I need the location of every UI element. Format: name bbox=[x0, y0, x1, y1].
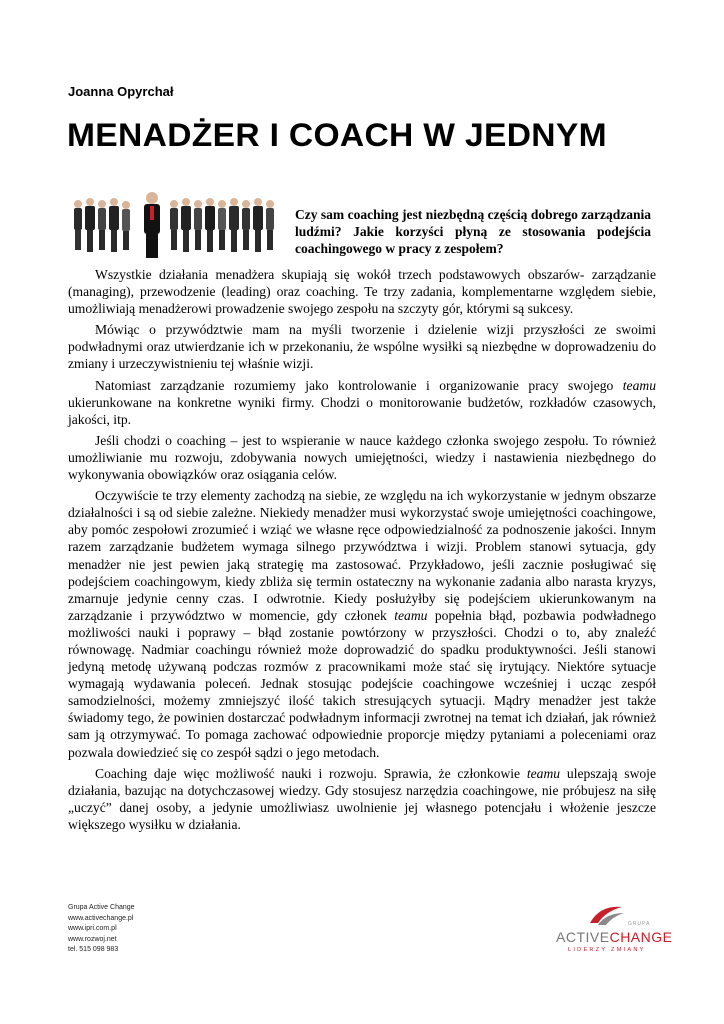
footer-link[interactable]: www.rozwoj.net bbox=[68, 935, 117, 943]
author-name: Joanna Opyrchał bbox=[68, 84, 174, 99]
paragraph: Mówiąc o przywództwie mam na myśli tworzenie i dzielenie wizji przyszłości ze swoimi podwładnymi oraz utwierdzanie ich w przekonaniu, że wspólne wysiłki są niezbędne w doprowadzeniu do zmiany i urzeczywistnieniu tej właśnie wizji. bbox=[68, 322, 656, 372]
person-figure bbox=[229, 198, 239, 252]
paragraph: Wszystkie działania menadżera skupiają się wokół trzech podstawowych obszarów- zarządzanie (managing), przewodzenie (leading) oraz coaching. Te trzy zadania, komplementarne względem siebie, umożliwiają menadżerowi prowadzenie swojego zespołu na szczyty gór, którymi są sukcesy. bbox=[68, 267, 656, 317]
logo-group-label: GRUPA bbox=[628, 921, 651, 927]
footer-phone: tel. 515 098 983 bbox=[68, 946, 119, 953]
footer-link[interactable]: www.ipri.com.pl bbox=[68, 925, 117, 932]
footer-link[interactable]: www.activechange.pl bbox=[68, 914, 134, 922]
swoosh-icon bbox=[586, 903, 626, 927]
person-figure bbox=[242, 200, 250, 250]
person-figure bbox=[85, 198, 95, 252]
logo-tagline: LIDERZY ZMIANY bbox=[568, 947, 646, 953]
emphasis-term: teamu bbox=[394, 607, 428, 623]
person-figure bbox=[122, 201, 130, 250]
footer-contact bbox=[68, 903, 135, 956]
person-figure bbox=[74, 200, 82, 250]
emphasis-term: teamu bbox=[526, 765, 561, 781]
person-figure bbox=[218, 200, 226, 250]
active-change-logo bbox=[556, 903, 673, 963]
logo-wordmark: ACTIVECHANGE bbox=[556, 929, 673, 945]
person-figure bbox=[253, 198, 263, 252]
footer-company: Grupa Active Change bbox=[68, 904, 135, 911]
paragraph: Natomiast zarządzanie rozumiemy jako kontrolowanie i organizowanie pracy swojego teamu ukierunkowane na konkretne wyniki firmy. Chodzi o monitorowanie budżetów, rozkładów czasowych, jakości, itp. bbox=[68, 377, 656, 427]
emphasis-term: teamu bbox=[622, 377, 656, 393]
paragraph: Oczywiście te trzy elementy zachodzą na siebie, ze względu na ich wykorzystanie w jednym obszarze działalności i są od siebie zależne. Niekiedy menadżer musi wykorzystać swoje umiejętności coachingowe, aby pomóc zespołowi zrozumieć i wziąć we własne ręce odpowiedzialność za podnoszenie jakości. Innym razem zarządzanie budżetem wymaga silnego przywództwa i wizji. Problem stanowi sytuacja, gdy menadżer nie jest pewien jaką strategię ma zastosować. Przykładowo, jeśli zacznie posługiwać się podejściem coachingowym, kiedy zbliża się termin ostateczny na wykonanie zadania albo narasta kryzys, zmarnuje jedynie cenny czas. I odwrotnie. Kiedy posłużyłby się podejściem ukierunkowanym na zarządzanie i przywództwo w momencie, gdy członek teamu popełnia błąd, pozbawia podwładnego możliwości nauki i poprawy – błąd zostanie powtórzony w przyszłości. Chodzi o to, aby znaleźć równowagę. Nadmiar coachingu również może doprowadzić do spadku produktywności. Jeśli stanowi jedyną metodę używaną podczas rozmów z pracownikami może stać się irytujący. Niektóre sytuacje wymagają wydawania poleceń. Jednak stosując podejście coachingowe wcześniej i ucząc zespół samodzielności, możemy zmniejszyć ilość takich stresujących sytuacji. Mądry menadżer jest także świadomy tego, że powinien dostarczać podwładnym informacji zwrotnej na temat ich działań, jak również sam ją otrzymywać. To pomaga zachować odpowiednie proporcje między pytaniami a poleceniami oraz pozwala dowiedzieć się co zespół sądzi o jego metodach. bbox=[68, 488, 656, 760]
article-body bbox=[68, 266, 656, 837]
business-people-group-image bbox=[70, 190, 284, 260]
paragraph: Coaching daje więc możliwość nauki i rozwoju. Sprawia, że członkowie teamu ulepszają swoje działania, bazując na dotychczasowej wiedzy. Gdy stosujesz narzędzia coachingowe, nie próbujesz na siłę „uczyć” danej osoby, a jedynie umożliwiasz uwolnienie jej własnego potencjału i włożenie jeszcze większego wysiłku w działania. bbox=[68, 765, 656, 832]
person-figure-leader bbox=[144, 192, 160, 258]
article-title: MENADŻER I COACH W JEDNYM bbox=[67, 117, 607, 153]
person-figure bbox=[170, 200, 178, 250]
person-figure bbox=[205, 198, 215, 252]
person-figure bbox=[194, 200, 202, 250]
lead-question: Czy sam coaching jest niezbędną częścią dobrego zarządzania ludźmi? Jakie korzyści płyną ze stosowania podejścia coachingowego w pracy z zespołem? bbox=[295, 207, 651, 256]
person-figure bbox=[98, 200, 106, 250]
person-figure bbox=[181, 198, 191, 252]
paragraph: Jeśli chodzi o coaching – jest to wspieranie w nauce każdego członka swojego zespołu. To również umożliwianie mu rozwoju, zdobywania nowych umiejętności, wiedzy i nastawienia niezbędnego do wykonywania obowiązków oraz osiągania celów. bbox=[68, 432, 656, 483]
person-figure bbox=[266, 200, 274, 250]
person-figure bbox=[109, 198, 119, 252]
